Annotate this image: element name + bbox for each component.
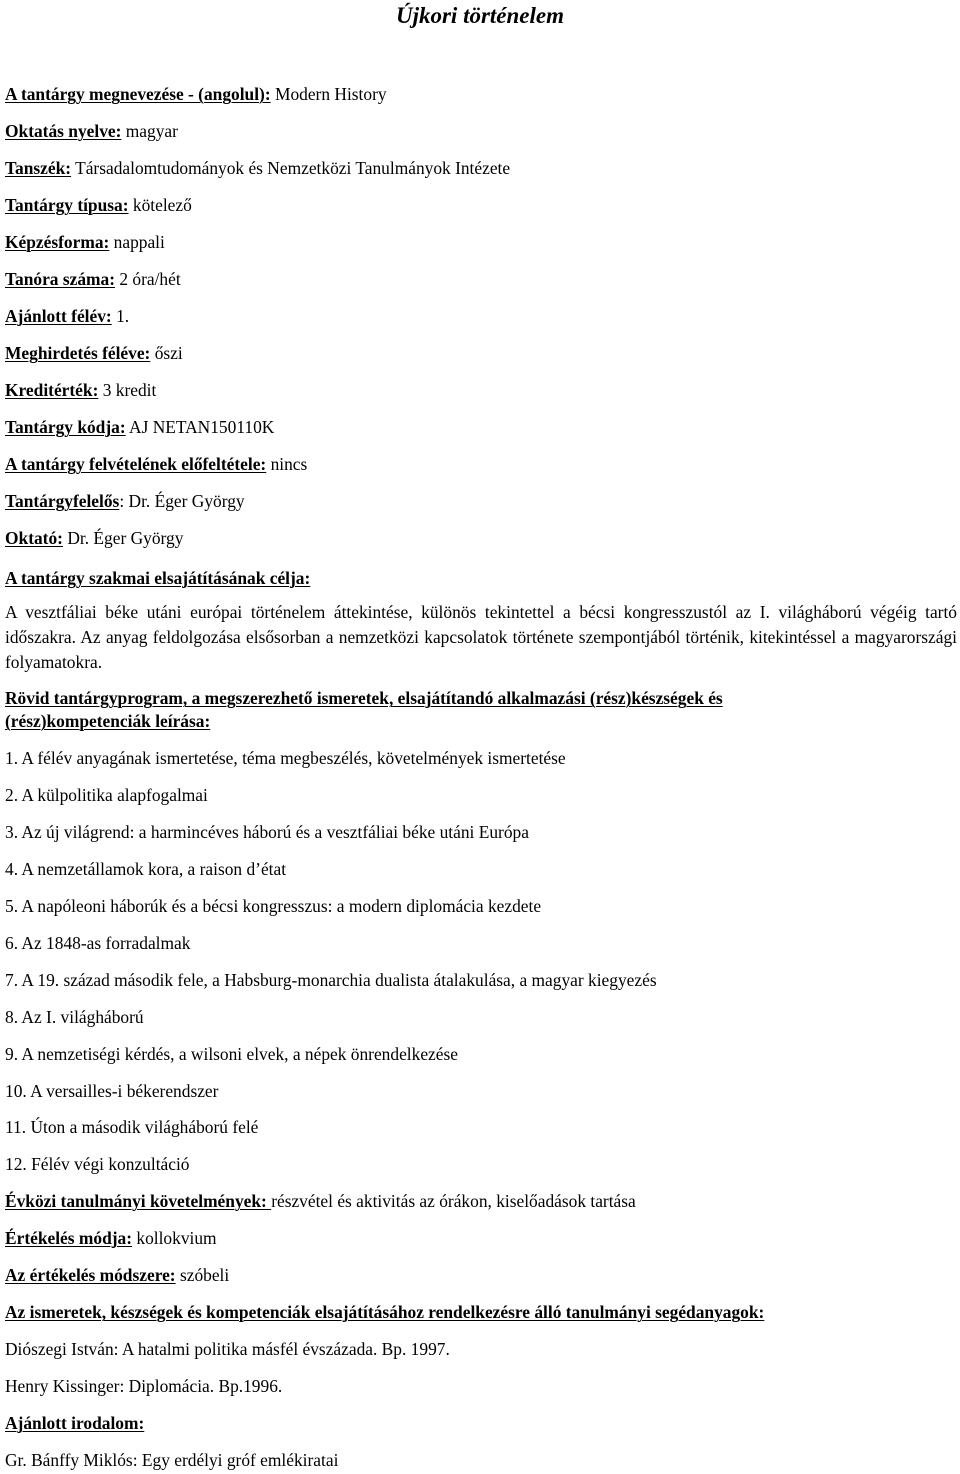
program-heading-line-1 <box>5 687 723 709</box>
field-label: Képzésforma: <box>5 232 110 252</box>
field-value: részvétel és aktivitás az órákon, kiselőadások tartása <box>271 1191 636 1211</box>
field-label: Értékelés módja: <box>5 1228 133 1248</box>
field-instructor <box>5 527 183 549</box>
field-value: 2 óra/hét <box>114 269 181 289</box>
field-label: Tantárgy kódja: <box>5 417 126 437</box>
field-label: Az értékelés módszere: <box>5 1265 176 1285</box>
goal-heading <box>5 567 310 589</box>
field-label: Tanszék: <box>5 158 72 178</box>
field-value: : Dr. Éger György <box>119 491 245 511</box>
field-subject-name <box>5 83 387 105</box>
field-label: Tanóra száma: <box>5 269 115 289</box>
program-item: 1. A félév anyagának ismertetése, téma megbeszélés, követelmények ismertetése <box>5 748 566 768</box>
recommended-item: Gr. Bánffy Miklós: Egy erdélyi gróf emlékiratai <box>5 1450 339 1470</box>
field-subject-type <box>5 194 192 216</box>
field-value: kötelező <box>128 195 192 215</box>
program-item: 6. Az 1848-as forradalmak <box>5 933 191 953</box>
field-requirements <box>5 1190 636 1212</box>
field-evaluation <box>5 1227 217 1249</box>
field-label: Tantárgyfelelős <box>5 491 120 511</box>
field-value: AJ NETAN150110K <box>125 417 275 437</box>
field-value: Társadalomtudományok és Nemzetközi Tanulmányok Intézete <box>71 158 511 178</box>
field-responsible <box>5 490 245 512</box>
field-lesson-count <box>5 268 181 290</box>
field-prerequisite <box>5 453 307 475</box>
field-value: 3 kredit <box>98 380 157 400</box>
field-value: Dr. Éger György <box>62 528 184 548</box>
material-item: Henry Kissinger: Diplomácia. Bp.1996. <box>5 1376 283 1396</box>
field-label: Oktatás nyelve: <box>5 121 122 141</box>
field-value: Modern History <box>270 84 387 104</box>
field-announcement-semester <box>5 342 183 364</box>
section-heading: Ajánlott irodalom: <box>5 1413 145 1433</box>
field-recommended-semester <box>5 305 129 327</box>
field-label: A tantárgy felvételének előfeltétele: <box>5 454 267 474</box>
field-label: A tantárgy megnevezése - (angolul): <box>5 84 271 104</box>
field-value: 1. <box>111 306 130 326</box>
recommended-heading <box>5 1412 144 1434</box>
goal-paragraph: A vesztfáliai béke utáni európai történelem áttekintése, különös tekintettel a bécsi kongresszustól az I. világháború végéig tartó időszakra. Az anyag feldolgozása elsősorban a nemzetközi kapcsolatok története szempontjából történik, kitekintéssel a magyarországi folyamatokra. <box>5 602 957 672</box>
material-item: Diószegi István: A hatalmi politika másfél évszázada. Bp. 1997. <box>5 1339 450 1359</box>
document-title: Újkori történelem <box>395 3 565 28</box>
field-subject-code <box>5 416 274 438</box>
program-item: 8. Az I. világháború <box>5 1007 144 1027</box>
field-label: Ajánlott félév: <box>5 306 112 326</box>
field-label: Meghirdetés féléve: <box>5 343 151 363</box>
section-heading: (rész)kompetenciák leírása: <box>5 711 211 731</box>
field-training-form <box>5 231 165 253</box>
program-heading-line-2 <box>5 710 210 732</box>
program-item: 3. Az új világrend: a harmincéves háború és a vesztfáliai béke utáni Európa <box>5 822 529 842</box>
program-item: 10. A versailles-i békerendszer <box>5 1081 219 1101</box>
field-label: Kreditérték: <box>5 380 99 400</box>
program-item: 12. Félév végi konzultáció <box>5 1154 190 1174</box>
program-item: 2. A külpolitika alapfogalmai <box>5 785 208 805</box>
field-department <box>5 157 510 179</box>
section-heading: Az ismeretek, készségek és kompetenciák elsajátításához rendelkezésre álló tanulmányi segédanyagok: <box>5 1302 765 1322</box>
field-value: nappali <box>109 232 165 252</box>
section-heading: A tantárgy szakmai elsajátításának célja: <box>5 568 311 588</box>
materials-heading <box>5 1301 764 1323</box>
field-evaluation-method <box>5 1264 229 1286</box>
program-item: 4. A nemzetállamok kora, a raison d’état <box>5 859 287 879</box>
field-credit <box>5 379 156 401</box>
field-value: nincs <box>266 454 308 474</box>
field-value: őszi <box>150 343 183 363</box>
program-item: 5. A napóleoni háborúk és a bécsi kongresszus: a modern diplomácia kezdete <box>5 896 542 916</box>
field-value: magyar <box>121 121 178 141</box>
field-label: Évközi tanulmányi követelmények: <box>5 1191 272 1211</box>
field-language <box>5 120 178 142</box>
field-label: Oktató: <box>5 528 63 548</box>
field-label: Tantárgy típusa: <box>5 195 129 215</box>
field-value: kollokvium <box>132 1228 217 1248</box>
field-value: szóbeli <box>175 1265 230 1285</box>
program-item: 7. A 19. század második fele, a Habsburg-monarchia dualista átalakulása, a magyar kiegyezés <box>5 970 657 990</box>
program-item: 9. A nemzetiségi kérdés, a wilsoni elvek, a népek önrendelkezése <box>5 1044 458 1064</box>
program-item: 11. Úton a második világháború felé <box>5 1117 259 1137</box>
section-heading: Rövid tantárgyprogram, a megszerezhető ismeretek, elsajátítandó alkalmazási (rész)készségek és <box>5 688 723 708</box>
